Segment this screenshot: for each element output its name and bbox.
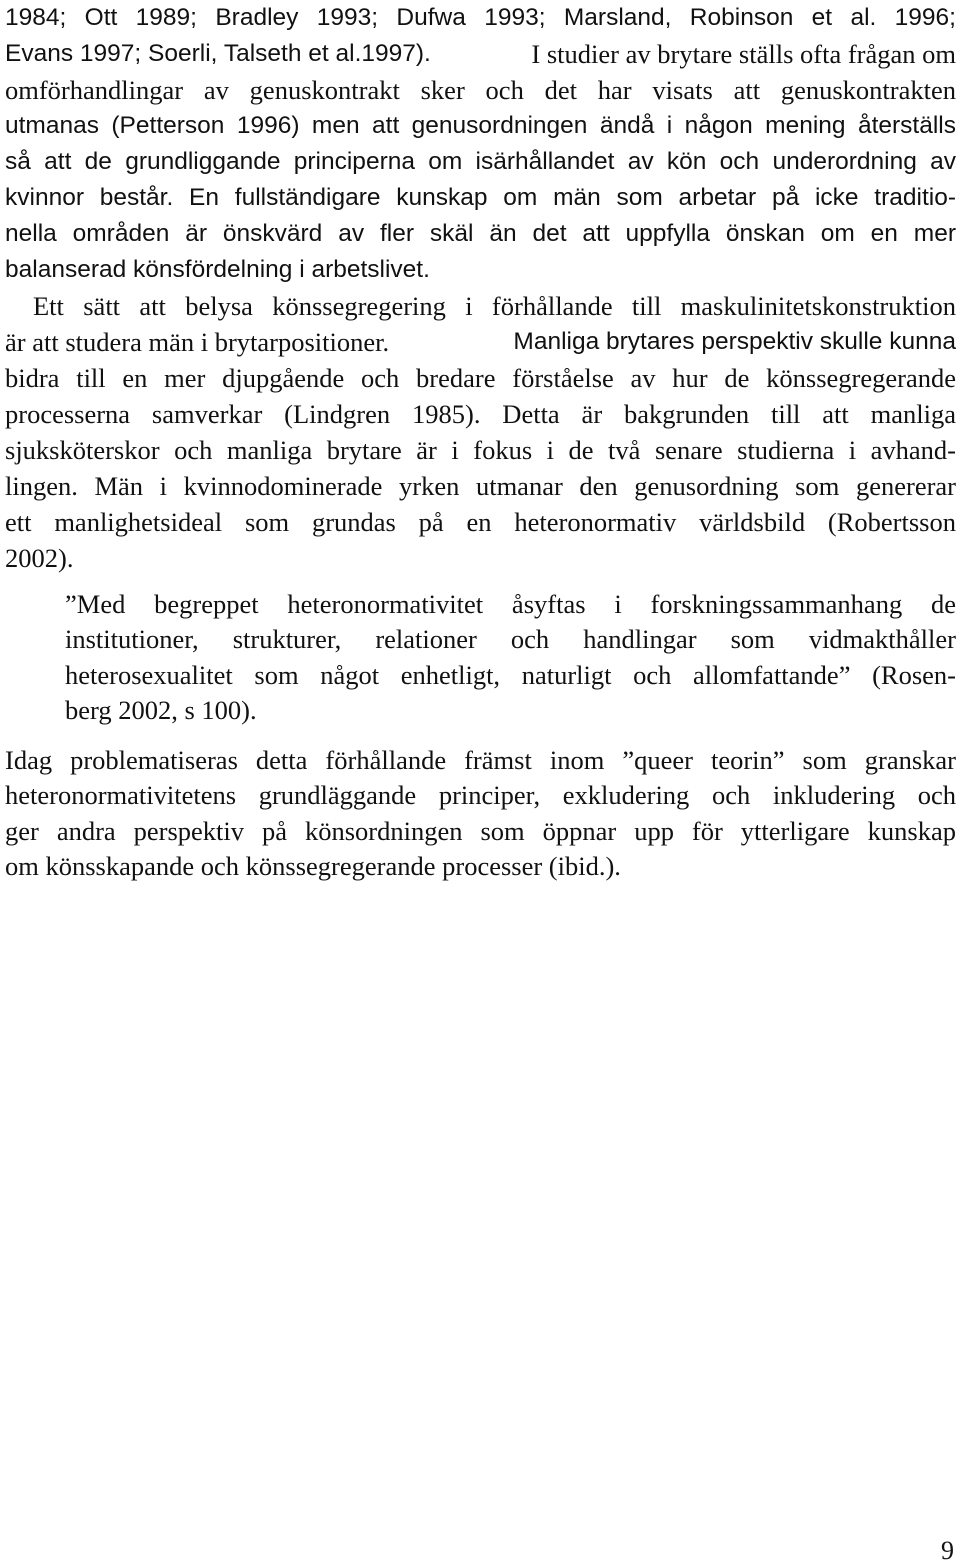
quote-line-2: institutioner, strukturer, relationer och handlingar som vidmakthåller <box>65 624 956 654</box>
paragraph-2-line-2-text: är att studera män i brytarpositioner. <box>5 327 390 357</box>
paragraph-3-line-1: Idag problematiseras detta förhållande främst inom ”queer teorin” som granskar <box>5 745 956 775</box>
quote-line-1: ”Med begreppet heteronormativitet åsyftas i forskningssammanhang de <box>65 589 956 619</box>
paragraph-1-line-4: utmanas (Petterson 1996) men att genusordningen ändå i någon mening återställs <box>5 112 956 139</box>
paragraph-1-line-2-text: I studier av brytare ställs ofta frågan om <box>531 39 956 69</box>
paragraph-1-line-1: 1984; Ott 1989; Bradley 1993; Dufwa 1993; Marsland, Robinson et al. 1996; <box>5 4 956 31</box>
paragraph-1-line-5: så att de grundliggande principerna om isärhållandet av kön och underordning av <box>5 148 956 175</box>
paragraph-2-line-5: sjuksköterskor och manliga brytare är i fokus i de två senare studierna i avhand- <box>5 435 956 465</box>
paragraph-3-line-3: ger andra perspektiv på könsordningen som öppnar upp för ytterligare kunskap <box>5 816 956 846</box>
paragraph-1-line-8: balanserad könsfördelning i arbetslivet. <box>5 256 430 283</box>
quote-line-4: berg 2002, s 100). <box>65 695 257 725</box>
paragraph-2-line-1: Ett sätt att belysa könssegregering i förhållande till maskulinitetskonstruktion <box>33 291 956 321</box>
paragraph-3-line-4: om könsskapande och könssegregerande processer (ibid.). <box>5 851 621 881</box>
paragraph-1-line-2 <box>5 36 956 72</box>
paragraph-2-line-8: 2002). <box>5 543 74 573</box>
page-number: 9 <box>941 1536 954 1565</box>
paragraph-2-line-2-sans-text: Manliga brytares perspektiv skulle kunna <box>513 328 956 355</box>
paragraph-2-line-7: ett manlighetsideal som grundas på en heteronormativ världsbild (Robertsson <box>5 507 956 537</box>
paragraph-2-line-3: bidra till en mer djupgående och bredare förståelse av hur de könssegregerande <box>5 363 956 393</box>
quote-line-3: heterosexualitet som något enhetligt, naturligt och allomfattande” (Rosen- <box>65 660 956 690</box>
paragraph-1-line-3: omförhandlingar av genuskontrakt sker och det har visats att genuskontrakten <box>5 75 956 105</box>
paragraph-1-line-6: kvinnor består. En fullständigare kunskap om män som arbetar på icke traditio- <box>5 184 956 211</box>
paragraph-1-line-7: nella områden är önskvärd av fler skäl än det att uppfylla önskan om en mer <box>5 220 956 247</box>
paragraph-3-line-2: heteronormativitetens grundläggande principer, exkludering och inkludering och <box>5 780 956 810</box>
paragraph-2-line-6: lingen. Män i kvinnodominerade yrken utmanar den genusordning som genererar <box>5 471 956 501</box>
paragraph-1-line-2-citation: Evans 1997; Soerli, Talseth et al.1997). <box>5 40 431 67</box>
paragraph-2-line-2 <box>5 324 956 360</box>
paragraph-2-line-4: processerna samverkar (Lindgren 1985). Detta är bakgrunden till att manliga <box>5 399 956 429</box>
